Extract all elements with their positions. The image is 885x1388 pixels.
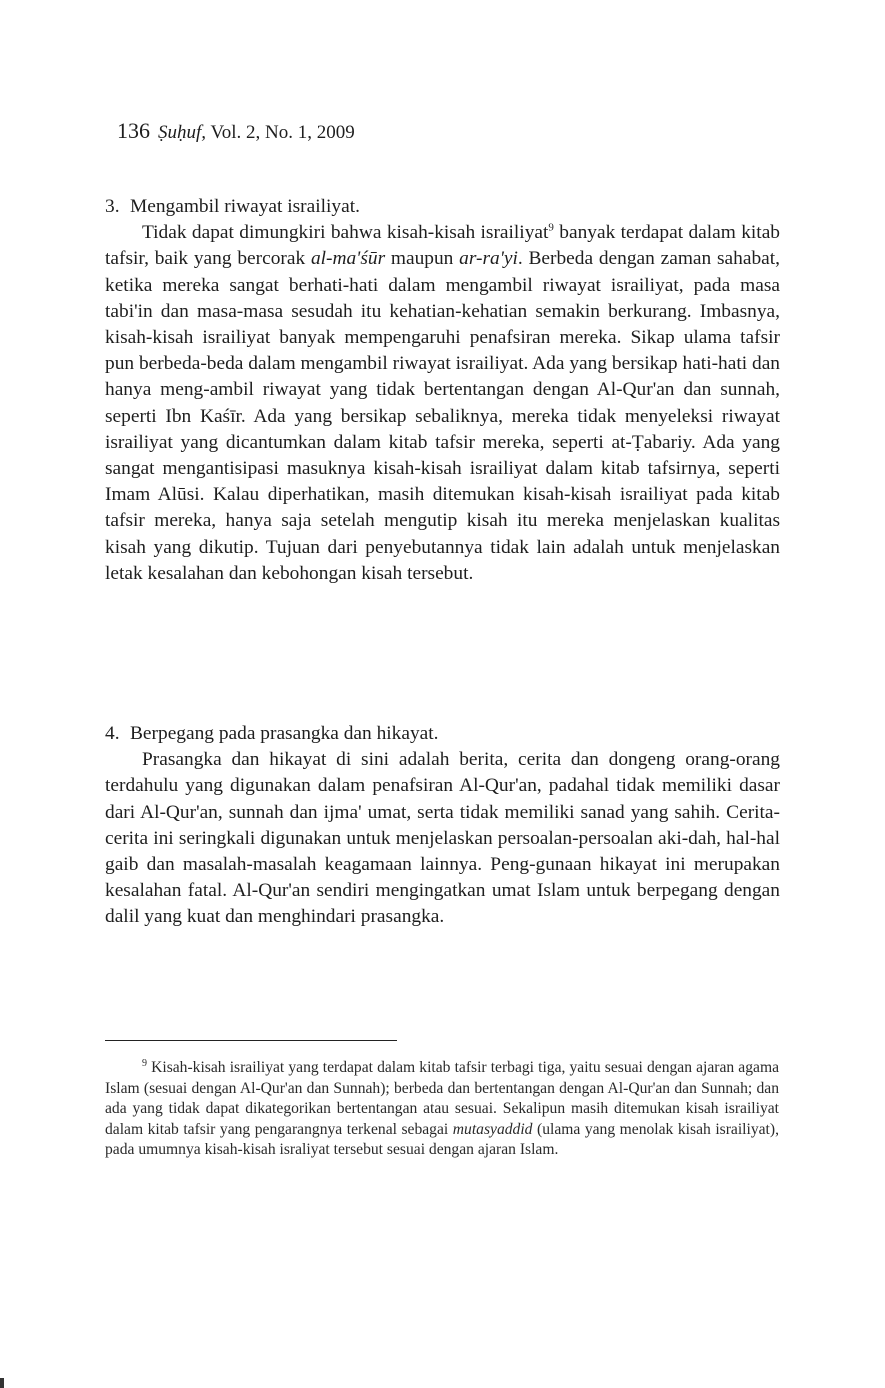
paragraph [105, 220, 780, 587]
page-number: 136 [117, 118, 150, 143]
footnote-number: 9 [142, 1057, 147, 1069]
section-4 [105, 721, 780, 931]
footnote-divider [105, 1040, 397, 1041]
footnote [105, 1058, 779, 1161]
volume-info: Vol. 2, No. 1, 2009 [210, 122, 355, 143]
italic-term: ar-ra'yi [459, 248, 518, 270]
paragraph: Prasangka dan hikayat di sini adalah berita, cerita dan dongeng orang-orang terdahulu yang digunakan dalam penafsiran Al-Qur'an, padahal tidak memiliki dasar dari Al-Qur'an, sunnah dan ijma' umat, serta tidak memiliki sanad yang sahih. Cerita-cerita ini seringkali digunakan untuk menjelaskan persoalan-persoalan aki-dah, hal-hal gaib dan masalah-masalah keagamaan lainnya. Peng-gunaan hikayat ini merupakan kesalahan fatal. Al-Qur'an sendiri mengingatkan umat Islam untuk berpegang dengan dalil yang kuat dan menghindari prasangka. [105, 749, 780, 928]
section-number: 4. [105, 723, 120, 744]
text-run: . Berbeda dengan zaman sahabat, ketika mereka sangat berhati-hati dalam mengambil riwayat israiliyat, pada masa tabi'in dan masa-masa sesudah itu kehatian-kehatian semakin berkurang. Imbasnya, kisah-kisah israiliyat banyak mempengaruhi penafsiran mereka. Sikap ulama tafsir pun berbeda-beda dalam mengambil riwayat israiliyat. Ada yang bersikap hati-hati dan hanya meng-ambil riwayat yang tidak bertentangan dengan Al-Qur'an dan sunnah, seperti Ibn Kaśīr. Ada yang bersikap sebaliknya, mereka tidak menyeleksi riwayat israiliyat yang dicantumkan dalam kitab tafsir mereka, seperti at-Ṭabariy. Ada yang sangat mengantisipasi masuknya kisah-kisah israiliyat dalam kitab tafsirnya, seperti Imam Alūsi. Kalau diperhatikan, masih ditemukan kisah-kisah israiliyat pada kitab tafsir mereka, hanya saja setelah mengutip kisah itu mereka menjelaskan kualitas kisah yang dikutip. Tujuan dari penyebutannya tidak lain adalah untuk menjelaskan letak kesalahan dan kebohongan kisah tersebut. [105, 248, 781, 584]
text-run: Kisah-kisah israiliyat yang terdapat dalam kitab tafsir terbagi tiga, yaitu sesuai dengan ajaran agama Islam (sesuai dengan Al-Qur'an dan Sunnah); berbeda dan bertentangan dengan Al-Qur'an dan Sunnah; dan ada yang tidak dapat dikategorikan bertentangan atau sesuai. Sekalipun masih ditemukan kisah israiliyat dalam kitab tafsir yang pengarangnya terkenal sebagai [105, 1059, 779, 1138]
footnote-text [105, 1058, 779, 1161]
section-heading [105, 194, 780, 220]
italic-term: al-ma'śūr [310, 248, 386, 270]
scan-edge-mark [0, 1378, 4, 1388]
section-heading [105, 721, 780, 747]
italic-term: mutasyaddid [452, 1120, 533, 1138]
section-title: Mengambil riwayat israiliyat. [130, 196, 360, 217]
text-run: maupun [385, 248, 460, 270]
journal-name: Ṣuḥuf, [158, 122, 207, 143]
text-run: banyak terdapat dalam kitab tafsir, baik yang bercorak [105, 222, 780, 270]
section-number: 3. [105, 196, 120, 217]
text-run: (ulama yang menolak kisah israiliyat), pada umumnya kisah-kisah israliyat tersebut sesuai dengan ajaran Islam. [105, 1120, 779, 1158]
text-run: Tidak dapat dimungkiri bahwa kisah-kisah israiliyat [142, 222, 549, 244]
running-header [117, 118, 355, 144]
section-title: Berpegang pada prasangka dan hikayat. [130, 723, 439, 744]
section-3 [105, 194, 780, 587]
footnote-ref[interactable]: 9 [548, 221, 554, 234]
